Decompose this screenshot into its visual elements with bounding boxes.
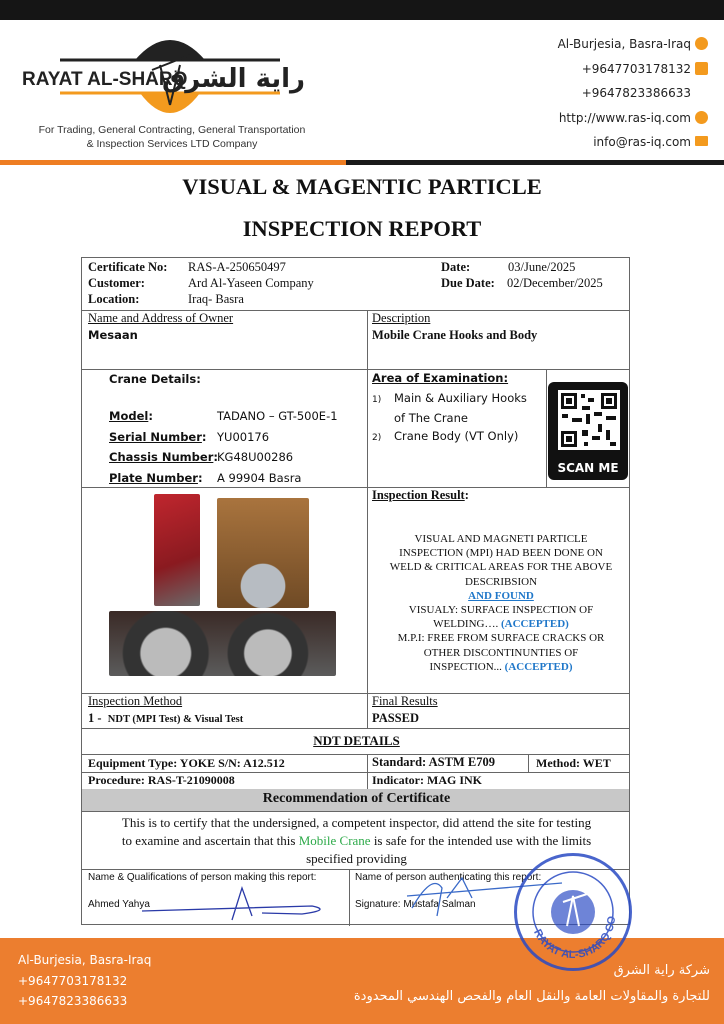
serial-value: YU00176	[217, 429, 270, 444]
maker-label: Name & Qualifications of person making this report:	[88, 872, 317, 883]
description-label: Description	[372, 311, 431, 325]
header-divider-orange	[0, 160, 346, 165]
model-value: TADANO – GT-500E-1	[217, 409, 338, 423]
qr-code-icon	[548, 382, 628, 454]
location-label: Location:	[88, 292, 140, 306]
logo-text-ar: راية الشرق	[161, 64, 305, 94]
ndt-method: Method: WET	[536, 756, 611, 770]
equipment-type: Equipment Type: YOKE S/N: A12.512	[88, 756, 285, 770]
inspection-method-value: NDT (MPI Test) & Visual Test	[107, 714, 244, 725]
area-item-1: Main & Auxiliary Hooks	[394, 391, 527, 405]
inspection-result-heading: Inspection Result	[372, 488, 465, 502]
serial-label: Serial Number	[109, 429, 202, 444]
contact-phone-2	[558, 81, 708, 106]
hook-photo-2	[217, 498, 309, 608]
recommendation-heading: Recommendation of Certificate	[262, 791, 451, 806]
footer-address: Al-Burjesia, Basra-Iraq	[18, 953, 152, 967]
result-line: VISUAL AND MAGNETI PARTICLE	[414, 533, 588, 545]
company-stamp	[514, 853, 632, 971]
recommendation-line: specified providing	[306, 851, 407, 866]
report-title-line-1: VISUAL & MAGENTIC PARTICLE	[182, 174, 542, 199]
maker-signature-icon	[142, 878, 342, 923]
owner-label: Name and Address of Owner	[88, 311, 234, 325]
area-item-2: Crane Body (VT Only)	[394, 429, 519, 443]
date-label: Date:	[441, 260, 471, 274]
contact-text: +9647703178132	[581, 61, 691, 76]
hook-photo-1	[154, 494, 200, 606]
location-pin-icon	[695, 37, 708, 50]
result-line: INSPECTION (MPI) HAD BEEN DONE ON	[399, 547, 603, 560]
authenticator-label: Name of person authenticating this report:	[355, 872, 542, 883]
tagline-line-1: For Trading, General Contracting, General Transportation	[38, 124, 306, 136]
result-line: WELD & CRITICAL AREAS FOR THE ABOVE	[389, 561, 613, 574]
globe-icon	[695, 111, 708, 124]
due-date-value: 02/December/2025	[507, 276, 603, 290]
logo-text-en: RAYAT AL-SHARQ	[22, 69, 188, 90]
due-date-label: Due Date:	[441, 276, 495, 290]
crane-body-photo	[109, 611, 336, 676]
result-line: INSPECTION...	[429, 660, 502, 673]
footer-phone-1: +9647703178132	[18, 973, 128, 988]
accepted-badge: (ACCEPTED)	[504, 660, 573, 673]
header-divider-black	[346, 160, 724, 165]
report-title-line-2: INSPECTION REPORT	[242, 216, 482, 241]
ndt-details-heading: NDT DETAILS	[313, 733, 400, 748]
owner-value: Mesaan	[88, 328, 138, 342]
plate-label: Plate Number	[109, 470, 198, 485]
cert-no-label: Certificate No:	[88, 260, 168, 274]
customer-label: Customer:	[88, 276, 145, 290]
header-contacts	[558, 32, 708, 155]
recommendation-line: This is to certify that the undersigned, a competent inspector, did attend the site for testing	[121, 815, 592, 830]
scan-me-label: SCAN ME	[557, 461, 619, 475]
contact-text: +9647823386633	[581, 86, 691, 100]
plate-value: A 99904 Basra	[217, 470, 302, 485]
inspection-method-label: Inspection Method	[88, 694, 183, 708]
contact-email[interactable]	[558, 130, 708, 155]
report-table: Certificate No: RAS-A-250650497 Customer: Ard Al-Yaseen Company Location: Iraq- Basra Date: 03/June/2025 Due Date: 02/December/2025 Name and Address of Owner Mesaan Description Mobile Crane Hooks and Body Crane Details: Model: Serial Number: Chassis Number: Plate Number: TADANO – GT-500E-1 YU00176 KG48U00286 A 99904 Basra Area of Examination: 1) Main & Auxiliary Hooks of The Crane 2) Crane Body (VT Only) SCAN ME Inspection Result: VISUAL AND MAGNETI PARTICLE INSPECTION (MPI) HAD BEEN DONE ON WELD & CRITICAL AREAS FOR THE ABOVE DESCRIBSION AND FOUND VISUALY: SURFACE INSPECTION OF WELDING…. (ACCEPTED) M.P.I: FREE FROM SURFACE CRACKS OR OTHER DISCONTINUNTIES OF INSPECTION... (ACCEPTED) Inspection Method 1 - NDT (MPI Test) & Visual Test Final Results PASSED NDT DETAILS Equipment Type: YOKE S/N: A12.512 Standard: ASTM E709 Method: WET Procedure: RAS-T-21090008 Indicator: MAG INK Recommendation of Certificate This is to certify that the undersigned, a competent inspector, did attend the site for testing to examine and ascertain that this Mobile Crane is safe for the intended use with the limits specified providing Name & Qualifications of person making this report: Ahmed Yahya Name of person authenticating this report: Signature: Mustafa Salman	[81, 257, 630, 925]
email-link[interactable]: info@ras-iq.com	[593, 135, 691, 149]
phone-icon	[695, 62, 708, 75]
tagline-line-2: & Inspection Services LTD Company	[86, 138, 258, 150]
description-value: Mobile Crane Hooks and Body	[372, 328, 538, 342]
area-heading: Area of Examination:	[372, 371, 509, 385]
contact-phone-1	[558, 57, 708, 82]
chassis-value: KG48U00286	[217, 450, 294, 464]
inspection-result-text	[372, 532, 630, 674]
mail-icon	[695, 136, 708, 146]
maker-name: Ahmed Yahya	[88, 899, 150, 910]
recommendation-line: to examine and ascertain that this	[121, 833, 299, 848]
and-found-text: AND FOUND	[468, 589, 534, 602]
crane-details-heading: Crane Details:	[109, 372, 201, 386]
footer-phone-2: +9647823386633	[18, 994, 128, 1008]
result-line: WELDING….	[433, 618, 499, 631]
qr-code[interactable]	[548, 382, 628, 480]
contact-address	[558, 32, 708, 57]
accepted-badge: (ACCEPTED)	[500, 618, 569, 631]
procedure: Procedure: RAS-T-21090008	[88, 773, 235, 787]
date-value: 03/June/2025	[508, 260, 576, 274]
location-value: Iraq- Basra	[188, 292, 244, 306]
svg-text:RAYAT AL-SHARQ CO.: RAYAT AL-SHARQ CO	[531, 915, 619, 962]
company-logo	[20, 25, 320, 122]
chassis-label: Chassis Number	[109, 450, 214, 464]
indicator: Indicator: MAG INK	[372, 773, 482, 787]
model-label: Model	[109, 409, 149, 423]
footer-arabic-desc: للتجارة والمقاولات العامة والنقل العام والفحص الهندسي المحدودة	[353, 989, 710, 1004]
recommendation-line: is safe for the intended use with the limits	[370, 833, 592, 848]
company-tagline	[12, 123, 332, 151]
result-line: VISUALY: SURFACE INSPECTION OF	[408, 604, 594, 617]
equipment-highlight: Mobile Crane	[298, 833, 371, 848]
contact-website[interactable]	[558, 106, 708, 131]
result-line: M.P.I: FREE FROM SURFACE CRACKS OR	[397, 632, 605, 645]
cert-no-value: RAS-A-250650497	[188, 260, 286, 274]
result-line: DESCRIBSION	[464, 575, 538, 588]
method-number: 1 -	[88, 711, 102, 725]
customer-value: Ard Al-Yaseen Company	[188, 276, 314, 290]
website-link[interactable]: http://www.ras-iq.com	[558, 110, 691, 125]
footer-arabic-name: شركة راية الشرق	[613, 963, 710, 978]
final-results-label: Final Results	[372, 694, 438, 708]
standard: Standard: ASTM E709	[372, 755, 495, 769]
contact-text: Al-Burjesia, Basra-Iraq	[557, 37, 691, 51]
area-item-number: 1)	[372, 395, 382, 405]
result-line: OTHER DISCONTINUNTIES OF	[423, 646, 579, 659]
area-item-number: 2)	[372, 433, 382, 443]
top-bar	[0, 0, 724, 20]
authenticator-signature: Signature: Mustafa Salman	[355, 899, 476, 910]
area-item-1-cont: of The Crane	[394, 411, 468, 425]
final-results-value: PASSED	[372, 711, 420, 725]
